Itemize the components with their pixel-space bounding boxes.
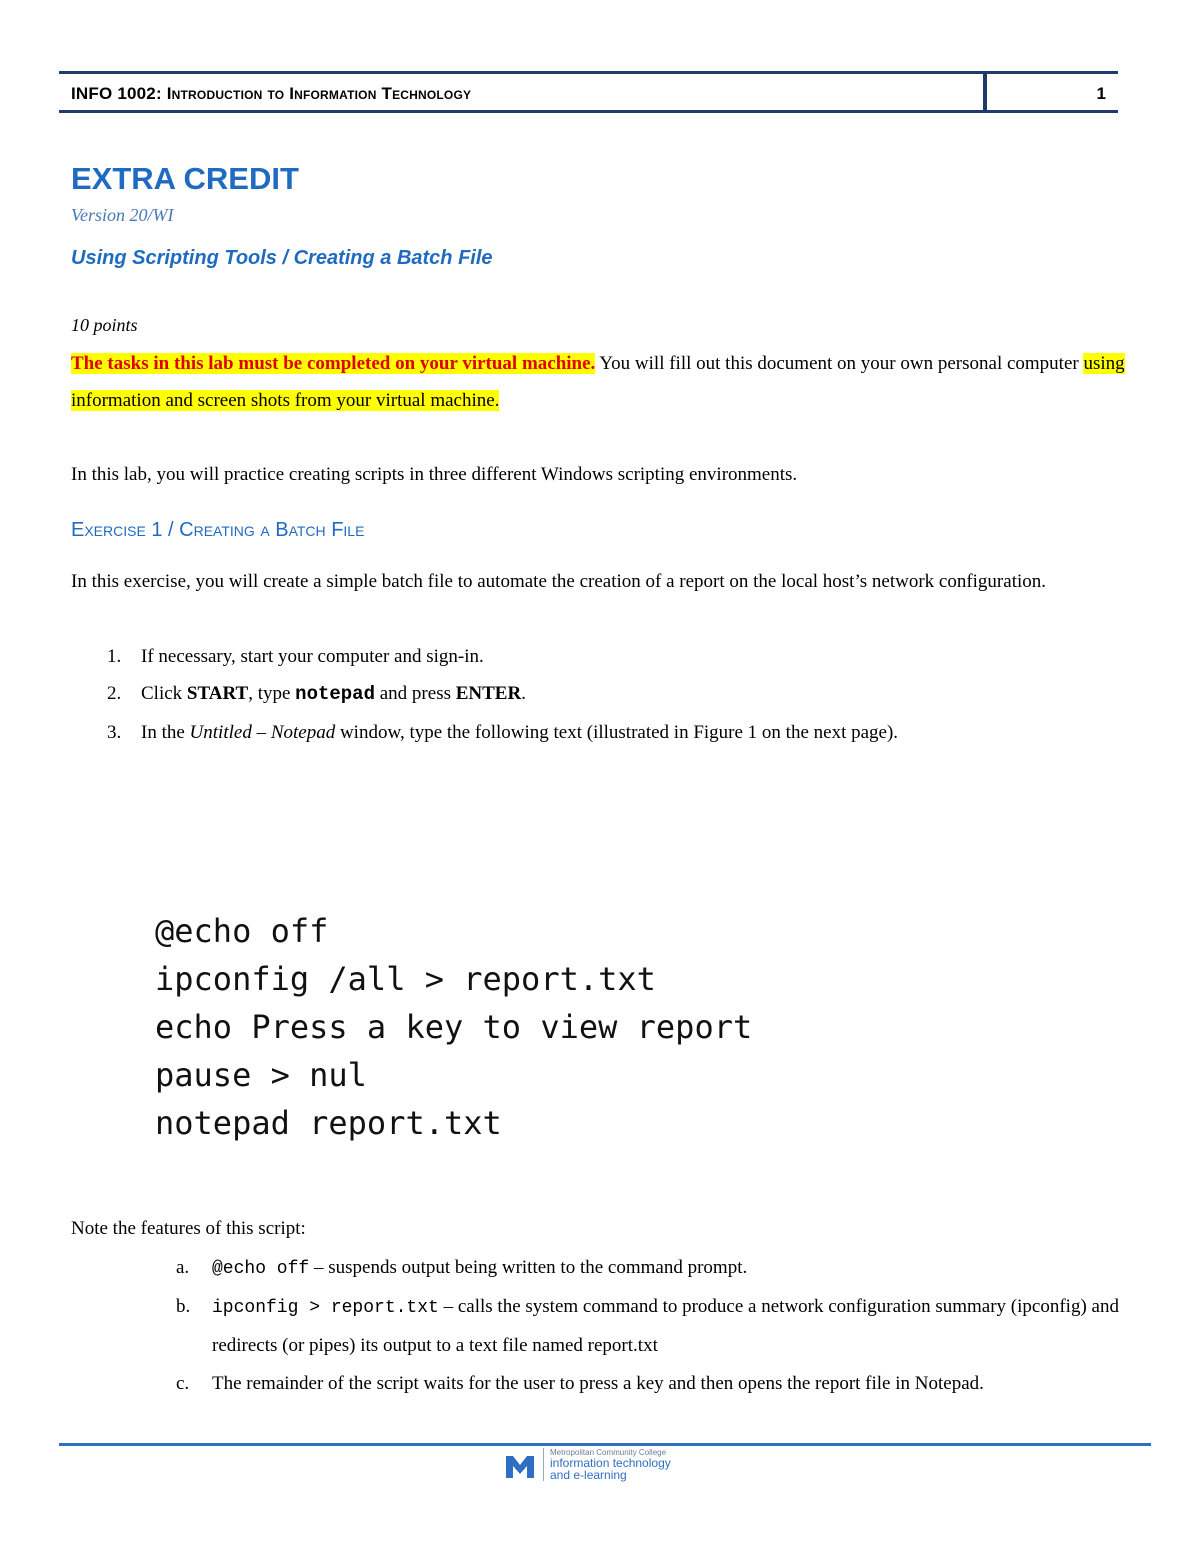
course-title: INFO 1002: Introduction to Information Technology [71, 84, 472, 103]
page-header [59, 71, 1118, 113]
exercise-heading: Exercise 1 / Creating a Batch File [71, 519, 365, 541]
step-text: , type [248, 683, 296, 704]
document-subtitle: Using Scripting Tools / Creating a Batch File [71, 247, 493, 269]
intro-paragraph [71, 345, 1136, 419]
step-1 [107, 642, 484, 672]
code-line: notepad report.txt [155, 1104, 502, 1142]
note-label: b. [176, 1296, 191, 1317]
note-item-c [176, 1365, 1136, 1403]
intro-highlight: using information and screen shots from your virtual machine. [71, 353, 1125, 411]
keyword-start: START [186, 683, 249, 704]
note-text: The remainder of the script waits for the user to press a key and then opens the report file in Notepad. [212, 1373, 984, 1394]
note-label: c. [176, 1373, 190, 1394]
note-text: – calls the system command to produce a network configuration summary (ipconfig) and redirects (or pipes) its output to a text file named report.txt [212, 1296, 1119, 1356]
step-text: In the [141, 722, 190, 743]
note-label: a. [176, 1257, 190, 1278]
step-3 [107, 718, 898, 748]
intro-text: You will fill out this document on your own personal computer [595, 353, 1084, 374]
code-line: pause > nul [155, 1056, 367, 1094]
points-label: 10 points [71, 315, 138, 335]
code-line: @echo off [155, 912, 329, 950]
college-logo-icon [505, 1452, 535, 1480]
step-text: Click [141, 683, 187, 704]
step-text: window, type the following text (illustrated in Figure 1 on the next page). [335, 722, 899, 743]
notes-heading: Note the features of this script: [71, 1218, 306, 1239]
code-line: ipconfig /all > report.txt [155, 960, 656, 998]
college-name: Metropolitan Community College [550, 1448, 667, 1457]
step-text: and press [375, 683, 456, 704]
version-label: Version 20/WI [71, 205, 174, 225]
footer-rule [59, 1443, 1151, 1446]
keyword-notepad: notepad [295, 683, 375, 705]
exercise-intro: In this exercise, you will create a simple batch file to automate the creation of a report on the local host’s network configuration. [71, 571, 1047, 592]
step-text: If necessary, start your computer and sign-in. [141, 646, 484, 667]
note-text: – suspends output being written to the command prompt. [309, 1257, 748, 1278]
note-code: @echo off [212, 1259, 310, 1279]
step-number: 1. [107, 646, 122, 667]
document-title: EXTRA CREDIT [71, 161, 299, 196]
step-text: . [521, 683, 526, 704]
note-code: ipconfig > report.txt [212, 1298, 439, 1318]
department-line-1: information technology [550, 1456, 671, 1470]
virtual-machine-warning: The tasks in this lab must be completed on your virtual machine. [71, 353, 596, 374]
window-name: Untitled – Notepad [189, 722, 336, 743]
department-line-2: and e-learning [550, 1468, 627, 1482]
note-item-a [176, 1249, 1136, 1288]
footer-logo-text [543, 1448, 671, 1481]
page-number: 1 [1096, 84, 1106, 103]
step-number: 3. [107, 722, 122, 743]
intro-paragraph-2: In this lab, you will practice creating scripts in three different Windows scripting environments. [71, 464, 798, 485]
keyword-enter: ENTER [455, 683, 522, 704]
step-number: 2. [107, 683, 122, 704]
code-line: echo Press a key to view report [155, 1008, 753, 1046]
header-divider [983, 71, 987, 113]
step-2 [107, 679, 526, 709]
note-item-b [176, 1288, 1136, 1365]
